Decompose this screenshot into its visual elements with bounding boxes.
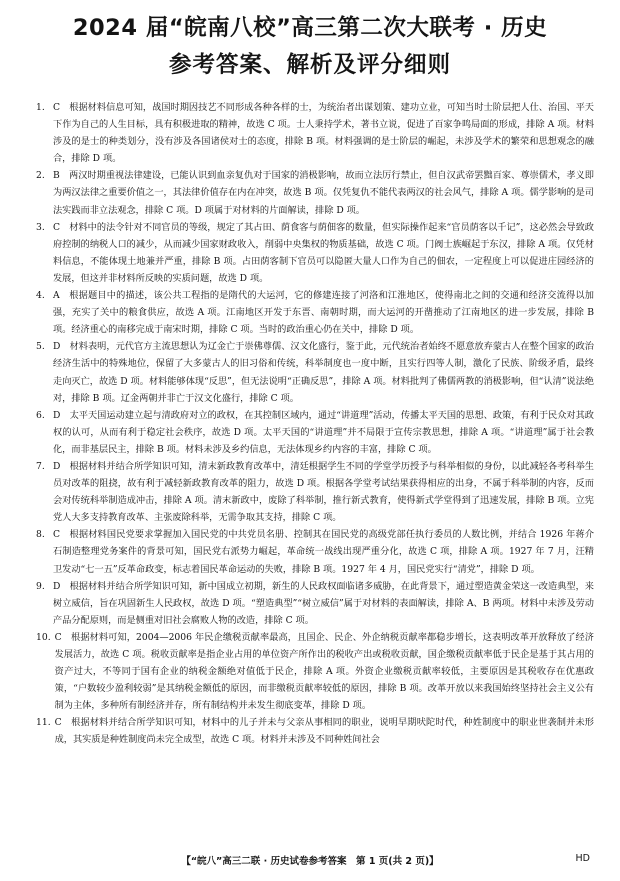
answer-text: C 根据材料并结合所学知识可知，材料中的儿子并未与父亲从事相同的职业，说明早期吠陀时代，种姓制度中的职业世袭制并未形成，其实质是种姓制度尚未完全成型，故选 C 项。材料并未涉及不同种姓间社会	[54, 717, 594, 746]
answer-list	[36, 99, 594, 749]
answer-item	[36, 167, 594, 218]
answer-text: C 根据材料国民党要求掌握加入国民党的中共党员名册、控制其在国民党的高级党部任执行委员的人数比例，并结合 1926 年蒋介石制造整理党务案件的背景可知，国民党右派势力崛起，革命统一战线出现严重分化，故选 C 项，排除 A 项。1927 年 7 月，汪精卫发动“七一五”反革命政变，标志着国民革命运动的失败，排除 B 项。1927 年 4 月，国民党实行“清党”，排除 D 项。	[53, 529, 594, 575]
answer-item	[36, 287, 594, 338]
answer-item	[36, 99, 594, 167]
answer-number: 6.	[36, 409, 45, 421]
answer-number: 5.	[36, 341, 45, 353]
answer-item	[36, 578, 594, 629]
answer-number: 2.	[36, 170, 45, 182]
answer-text: C 材料中的法令针对不同官员的等级，规定了其占田、荫食客与荫佃客的数量，但实际操作起来“官员荫客以千记”，这必然会导致政府控制的纳税人口的减少，从而减少国家财政收入，削弱中央集权的物质基础，故选 C 项。门阀士族崛起于东汉，排除 A 项。仅凭材料信息，不能体现土地兼并严重，排除 B 项。占田荫客制下官员可以隐匿大量人口作为自己的佃农，一定程度上可以促进庄园经济的发展，但这并非材料所反映的实质问题，故选 D 项。	[53, 221, 594, 284]
answer-text: B 两汉时期重视法律建设，已能认识到血亲复仇对于国家的消极影响，故而立法厉行禁止，但自汉武帝罢黜百家、尊崇儒术，孝义即为两汉法律之重要价值之一，其法律价值存在内在冲突，故选 B 项。仅凭复仇不能代表两汉的社会风气，排除 A 项。儒学影响的是司法实践而非立法观念，排除 C 项。D 项属于对材料的片面解读，排除 D 项。	[53, 170, 594, 216]
page-title: 2024 届“皖南八校”高三第二次大联考 · 历史	[72, 15, 548, 41]
answer-text: D 根据材料并结合所学知识可知，清末新政教育改革中，清廷根据学生不同的学堂学历授予与科举相似的身份，以此减轻各考科举生员对改革的阻挠，故有利于减轻新政教育改革的阻力，故选 D 项。根据各学堂考试结果获得相应的出身，不属于科举制的内容，反而会对传统科举制造成冲击，排除 A 项。清末新政中，废除了科举制，推行新式教育，使得新式学堂得到了迅速发展，排除 B 项。立宪党人大多支持教育改革、主张废除科举，无需争取其支持，排除 C 项。	[53, 460, 594, 524]
answer-item	[36, 338, 594, 406]
answer-number: 11.	[36, 717, 51, 729]
footer-code: HD	[575, 853, 590, 864]
answer-item	[36, 219, 594, 287]
answer-number: 7.	[36, 460, 45, 472]
answer-number: 10.	[36, 631, 51, 643]
answer-item	[36, 458, 594, 526]
page-subtitle: 参考答案、解析及评分细则	[168, 52, 451, 78]
answer-item	[36, 526, 594, 577]
answer-text: C 根据材料信息可知，战国时期因技艺不同形成各种各样的士，为统治者出谋划策、建功立业，可知当时士阶层把人仕、治国、平天下作为自己的人生目标，具有积极进取的精神，故选 C 项。士人秉持学术，著书立说，促进了百家争鸣局面的形成，排除 A 项。材料涉及的是士的种类划分，没有涉及各国诸侯对士的态度，排除 B 项。材料强调的是士阶层的崛起，未涉及学术的繁荣和思想观念的融合，排除 D 项。	[53, 102, 594, 165]
answer-text: D 根据材料并结合所学知识可知，新中国成立初期，新生的人民政权面临诸多威胁，在此背景下，通过塑造黄金荣这一改造典型，来树立威信，旨在巩固新生人民政权，故选 D 项。“塑造典型”“树立威信”属于对材料的表面解读，排除 A、B 两项。材料中未涉及劳动产品分配原则，而是侧重对旧社会腐败人物的改造，排除 C 项。	[53, 580, 594, 626]
answer-item	[36, 407, 594, 458]
answer-text: C 根据材料可知，2004—2006 年民企缴税贡献率最高，且国企、民企、外企纳税贡献率都稳步增长，这表明改革开放释放了经济发展活力，故选 C 项。税收贡献率是指企业占用的单位资产所作出的税收产出或税收贡献，国企缴税贡献率低于民企是基于其占用的资产过大，不等同于国有企业的纳税金额绝对值低于民企，排除 A 项。外资企业缴税贡献率较低，主要原因是其税收存在优惠政策，“户数较少盈利较弱”是其纳税金额低的原因，而非缴税贡献率较低的原因，排除 B 项。改革开放以来我国始终坚持社会主义公有制为主体，多种所有制经济并存，所有制结构并未发生彻底变革，排除 D 项。	[54, 631, 594, 712]
answer-text: D 材料表明，元代官方主流思想认为辽金亡于崇佛尊儒、汉文化盛行，鉴于此，元代统治者始终不愿意放弃蒙古人在整个国家的政治经济生活中的特殊地位，保留了大多蒙古人的旧习俗和传统，科举制度也一度中断，且实行四等人制，激化了民族、阶级矛盾，最终走向灭亡，故选 D 项。材料能够体现“反思”，但无法说明“正确反思”，排除 A 项。材料批判了佛儒两教的消极影响，但“认清”说法绝对，排除 B 项。辽金两朝并非亡于汉文化盛行，排除 C 项。	[53, 341, 594, 404]
page-footer: 【“皖八”高三二联 · 历史试卷参考答案 第 1 页(共 2 页)】	[181, 856, 439, 867]
answer-text: D 太平天国运动建立起与清政府对立的政权，在其控制区域内，通过“讲道理”活动，传播太平天国的思想、政策，有利于民众对其政权的认可，从而有利于稳定社会秩序，故选 D 项。太平天国的“讲道理”并不局限于宣传宗教思想，排除 A 项。“讲道理”属于社会教化，而非基层民主，排除 B 项。材料未涉及乡约信息，无法体现乡约内容的丰富，排除 C 项。	[53, 409, 594, 455]
answer-text: A 根据题目中的描述，该公共工程指的是隋代的大运河，它的修建连接了河洛和江淮地区，使得南北之间的交通和经济交流得以加强，充实了关中的粮食供应，故选 A 项。江南地区开发于东晋、南朝时期，而大运河的开凿推动了江南地区的进一步发展，排除 B 项。经济重心的南移完成于南宋时期，排除 C 项。当时的政治重心仍在关中，排除 D 项。	[53, 290, 594, 336]
answer-number: 8.	[36, 529, 45, 541]
answer-number: 9.	[36, 580, 45, 592]
answer-number: 3.	[36, 221, 45, 233]
answer-number: 1.	[36, 102, 45, 113]
answer-number: 4.	[36, 290, 45, 302]
answer-item	[36, 629, 594, 714]
answer-item	[36, 714, 594, 748]
